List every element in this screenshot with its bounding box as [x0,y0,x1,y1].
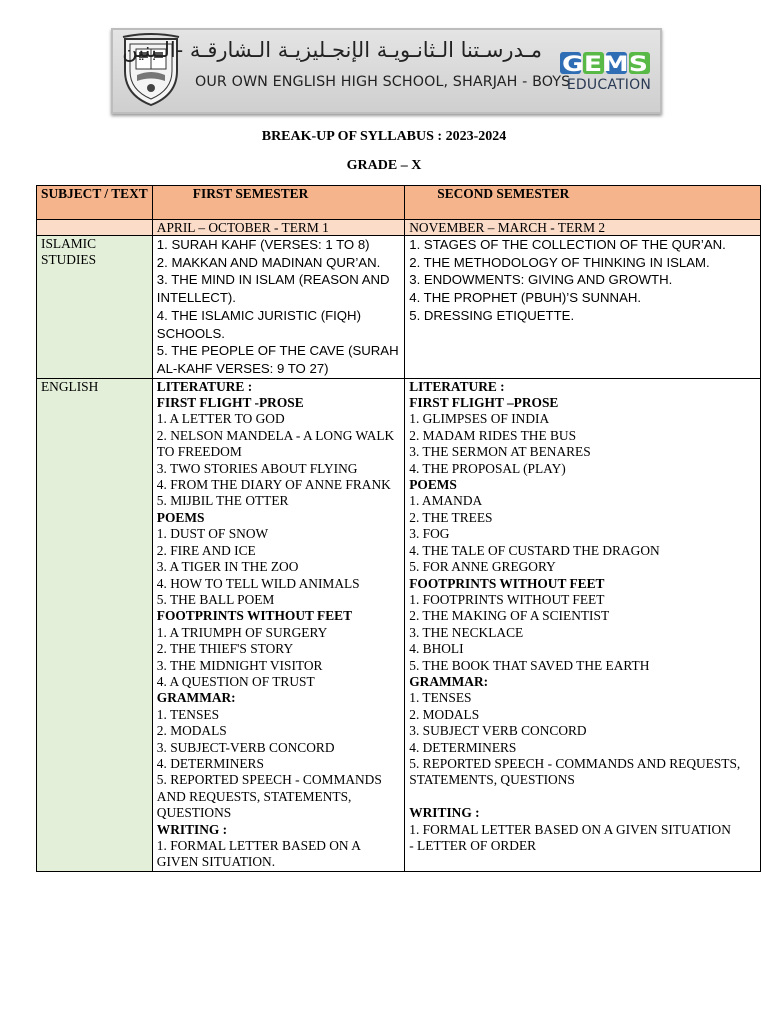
list-item: 3. SUBJECT-VERB CONCORD [156,739,335,755]
term-second: NOVEMBER – MARCH - TERM 2 [405,220,761,236]
list-item: 4. THE TALE OF CUSTARD THE DRAGON [409,542,660,558]
list-item: 1. GLIMPSES OF INDIA [409,411,550,427]
section-heading: FIRST FLIGHT –PROSE [409,395,559,411]
list-item: 3. A TIGER IN THE ZOO [156,559,299,575]
logo-word: GEMS [562,52,648,76]
section-heading: WRITING : [409,805,480,821]
list-item: 1. FORMAL LETTER BASED ON A GIVEN SITUATION [409,821,731,837]
section-heading: FOOTPRINTS WITHOUT FEET [409,575,605,591]
section-heading: LITERATURE : [156,378,253,394]
list-item: 4. DETERMINERS [409,739,517,755]
list-item: 5. REPORTED SPEECH - COMMANDS AND REQUESTS, STATEMENTS, QUESTIONS [409,755,741,788]
school-header-banner [111,28,662,114]
list-item: 2. THE METHODOLOGY OF THINKING IN ISLAM. [409,254,710,270]
header-subject: SUBJECT / TEXT [37,186,153,220]
list-item: - LETTER OF ORDER [409,838,537,853]
list-item: 4. THE PROPHET (PBUH)’S SUNNAH. [409,290,642,306]
list-item: 1. FOOTPRINTS WITHOUT FEET [409,591,605,607]
section-heading: FIRST FLIGHT -PROSE [156,395,304,411]
section-heading: POEMS [409,477,457,493]
list-item: 3. SUBJECT VERB CONCORD [409,723,587,739]
list-item: 4. THE PROPOSAL (PLAY) [409,460,566,476]
list-item: 1. DUST OF SNOW [156,526,269,542]
table-row [37,378,761,871]
list-item: 5. DRESSING ETIQUETTE. [409,307,575,323]
list-item: 3. ENDOWMENTS: GIVING AND GROWTH. [409,272,673,288]
islamic-first-semester [152,236,404,379]
english-first-semester [152,378,404,871]
list-item: 1. A TRIUMPH OF SURGERY [156,624,328,640]
list-item: 2. FIRE AND ICE [156,542,256,558]
list-item: 5. REPORTED SPEECH - COMMANDS AND REQUESTS, STATEMENTS, QUESTIONS [156,772,382,821]
logo-subtitle: EDUCATION [566,77,651,93]
school-name-english: OUR OWN ENGLISH HIGH SCHOOL, SHARJAH - BOYS [195,74,571,90]
list-item: 2. THE MAKING OF A SCIENTIST [409,608,610,624]
header-first-semester: FIRST SEMESTER [152,186,404,220]
list-item: 1. AMANDA [409,493,483,509]
list-item: 3. THE NECKLACE [409,624,524,640]
islamic-second-semester [405,236,761,379]
gems-education-logo [560,50,652,76]
list-item: 1. A LETTER TO GOD [156,411,285,427]
syllabus-table [36,185,761,872]
list-item: 2. THE THIEF'S STORY [156,641,294,657]
table-row [37,236,761,379]
section-heading: GRAMMAR: [156,690,236,706]
list-item [409,789,756,805]
list-item: 4. BHOLI [409,641,464,657]
list-item: 5. THE BOOK THAT SAVED THE EARTH [409,657,650,673]
list-item: 4. A QUESTION OF TRUST [156,673,315,689]
list-item: 4. THE ISLAMIC JURISTIC (FIQH) SCHOOLS. [156,307,361,341]
section-heading: FOOTPRINTS WITHOUT FEET [156,608,353,624]
section-heading: POEMS [156,509,205,525]
list-item: 5. FOR ANNE GREGORY [409,559,556,575]
list-item: 3. THE SERMON AT BENARES [409,444,591,460]
list-item: 1. TENSES [409,690,472,706]
list-item: 2. MADAM RIDES THE BUS [409,427,577,443]
section-heading: LITERATURE : [409,378,505,394]
list-item: 3. THE MIDNIGHT VISITOR [156,657,323,673]
list-item: 2. THE TREES [409,509,493,525]
english-second-semester [405,378,761,871]
list-item: 2. NELSON MANDELA - A LONG WALK TO FREEDOM [156,427,395,460]
list-item: 5. THE BALL POEM [156,591,275,607]
subject-cell-islamic: ISLAMIC STUDIES [37,236,153,379]
term-first: APRIL – OCTOBER - TERM 1 [152,220,404,236]
school-name-arabic: مـدرسـتنا الـثانـويـة الإنجـليزيـة الـشارقـة -الـبنين [122,38,542,62]
term-row [37,220,761,236]
list-item: 1. TENSES [156,706,220,722]
list-item: 5. MIJBIL THE OTTER [156,493,289,509]
list-item: 3. TWO STORIES ABOUT FLYING [156,460,358,476]
term-blank-cell [37,220,153,236]
subject-cell-english: ENGLISH [37,378,153,871]
list-item: 5. THE PEOPLE OF THE CAVE (SURAH AL-KAHF VERSES: 9 TO 27) [156,343,399,376]
list-item: 4. DETERMINERS [156,755,264,771]
list-item: 1. STAGES OF THE COLLECTION OF THE QUR’AN. [409,237,726,252]
header-second-semester: SECOND SEMESTER [405,186,761,220]
section-heading: GRAMMAR: [409,673,489,689]
list-item: 2. MODALS [156,723,227,739]
list-item: 3. FOG [409,526,450,542]
table-header-row [37,186,761,220]
list-item: 3. THE MIND IN ISLAM (REASON AND INTELLECT). [156,272,390,306]
list-item: 1. SURAH KAHF (VERSES: 1 TO 8) [156,237,370,252]
list-item: 2. MODALS [409,706,480,722]
section-heading: WRITING : [156,821,228,837]
list-item: 4. FROM THE DIARY OF ANNE FRANK [156,477,391,493]
list-item: 4. HOW TO TELL WILD ANIMALS [156,575,360,591]
grade-title: GRADE – X [346,158,422,173]
list-item: 2. MAKKAN AND MADINAN QUR’AN. [156,254,381,270]
list-item: 1. FORMAL LETTER BASED ON A GIVEN SITUATION. [156,838,361,870]
syllabus-title: BREAK-UP OF SYLLABUS : 2023-2024 [261,129,507,144]
